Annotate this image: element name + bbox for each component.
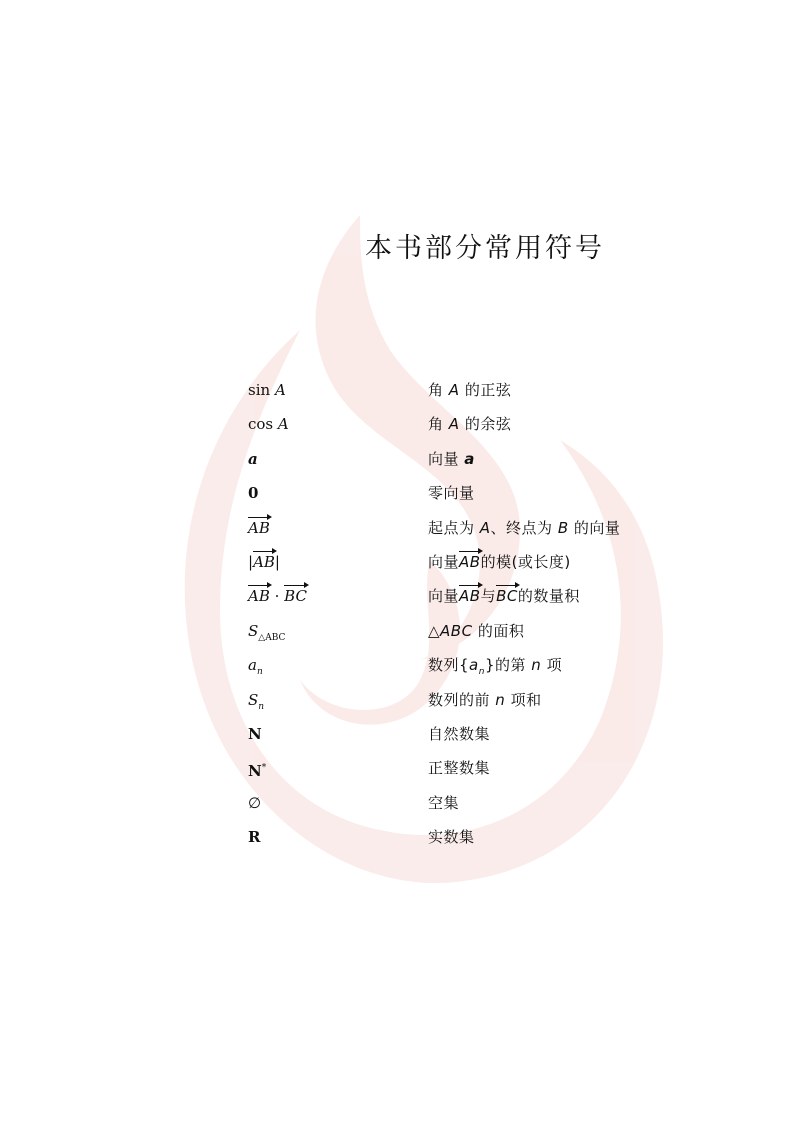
symbol-part: n [258, 701, 265, 712]
symbol-row [0, 552, 800, 586]
symbol-meaning [428, 380, 511, 400]
meaning-part: A [479, 518, 491, 537]
symbol-row [0, 827, 800, 861]
meaning-part: n [495, 690, 506, 709]
symbol-part: · [269, 587, 285, 606]
symbol-meaning [428, 758, 490, 778]
meaning-part: A [448, 381, 460, 399]
meaning-part: 数列的前 [428, 690, 496, 709]
symbol-meaning [428, 518, 620, 538]
meaning-part: 的模(或长度) [480, 553, 571, 571]
symbol-meaning [428, 414, 511, 434]
symbol-part: ∅ [248, 793, 262, 812]
meaning-part: a [464, 449, 475, 468]
symbol-row [0, 621, 800, 655]
symbol-notation [248, 690, 264, 717]
symbol-part: * [261, 763, 267, 774]
meaning-part: 的余弦 [459, 415, 512, 434]
symbol-notation [248, 827, 260, 847]
meaning-part: 向量 [428, 449, 465, 468]
symbol-part: S [248, 621, 259, 640]
meaning-part: a [469, 656, 479, 675]
meaning-part: n [478, 667, 485, 678]
symbol-meaning [428, 827, 475, 847]
symbol-notation [248, 518, 270, 538]
symbol-part: A [274, 381, 286, 399]
symbol-notation [248, 758, 266, 781]
meaning-part: ABC [440, 621, 473, 640]
symbol-part: n [256, 667, 263, 678]
symbol-part: A [277, 415, 289, 434]
meaning-part: 的面积 [472, 621, 525, 640]
symbol-meaning [428, 483, 475, 503]
symbol-row [0, 483, 800, 517]
symbol-meaning [428, 724, 490, 744]
symbol-part: R [248, 828, 261, 847]
symbol-row [0, 758, 800, 792]
symbol-part: sin [248, 381, 275, 399]
meaning-part: 数列{ [428, 656, 470, 675]
symbol-part: N [248, 725, 262, 743]
symbol-row [0, 690, 800, 724]
symbol-meaning [428, 552, 571, 572]
meaning-part: A [448, 415, 460, 434]
meaning-part: B [557, 518, 569, 537]
symbol-part: | [248, 553, 254, 571]
symbol-row [0, 655, 800, 689]
symbol-meaning [428, 690, 542, 710]
meaning-part: 的正弦 [459, 381, 512, 399]
symbol-notation [248, 483, 258, 503]
meaning-part: 向量 [428, 553, 460, 571]
symbol-row [0, 586, 800, 620]
symbol-part: S [248, 690, 259, 709]
meaning-part: 角 [428, 381, 449, 399]
symbol-notation [248, 586, 307, 606]
symbol-notation [248, 449, 258, 469]
meaning-part: 角 [428, 415, 449, 434]
symbol-notation [248, 655, 263, 682]
symbol-notation [248, 414, 289, 434]
symbol-part: BC [284, 587, 307, 606]
symbol-meaning [428, 655, 562, 682]
meaning-part: 起点为 [428, 518, 480, 537]
meaning-part: 零向量 [428, 484, 475, 503]
symbol-notation [248, 793, 261, 813]
symbol-part: AB [248, 587, 270, 606]
meaning-part: 的向量 [568, 518, 621, 537]
symbol-row [0, 414, 800, 448]
meaning-part: 空集 [428, 793, 460, 812]
meaning-part: 实数集 [428, 828, 475, 847]
meaning-part: 正整数集 [428, 759, 491, 778]
symbol-part: a [248, 656, 257, 675]
symbol-part: 0 [248, 484, 259, 503]
symbol-part: AB [253, 553, 275, 571]
symbol-notation [248, 724, 262, 744]
symbol-meaning [428, 621, 524, 641]
symbol-meaning [428, 586, 580, 606]
meaning-part: 与 [480, 587, 497, 606]
symbol-part: AB [248, 518, 270, 537]
symbol-row [0, 449, 800, 483]
meaning-part: 项 [541, 656, 563, 675]
page-title: 本书部分常用符号 [365, 233, 605, 264]
symbol-meaning [428, 793, 459, 813]
symbol-row [0, 518, 800, 552]
symbol-meaning [428, 449, 475, 469]
symbol-row [0, 724, 800, 758]
meaning-part: n [531, 656, 542, 675]
meaning-part: 、终点为 [490, 518, 558, 537]
symbol-part: a [248, 449, 258, 468]
meaning-part: }的第 [484, 656, 532, 675]
symbol-row [0, 380, 800, 414]
symbol-notation [248, 621, 285, 648]
symbol-notation [248, 380, 286, 400]
meaning-part: △ [428, 621, 441, 640]
meaning-part: 项和 [505, 690, 542, 709]
meaning-part: AB [459, 553, 481, 571]
symbol-part: cos [248, 415, 278, 434]
meaning-part: AB [459, 587, 481, 606]
symbol-row [0, 793, 800, 827]
meaning-part: 自然数集 [428, 725, 491, 743]
meaning-part: 向量 [428, 587, 460, 606]
symbol-notation [248, 552, 280, 572]
meaning-part: 的数量积 [517, 587, 580, 606]
symbol-part: △ABC [258, 632, 286, 643]
symbol-part: N [248, 762, 262, 781]
meaning-part: BC [496, 587, 518, 606]
symbol-part: | [274, 553, 280, 571]
